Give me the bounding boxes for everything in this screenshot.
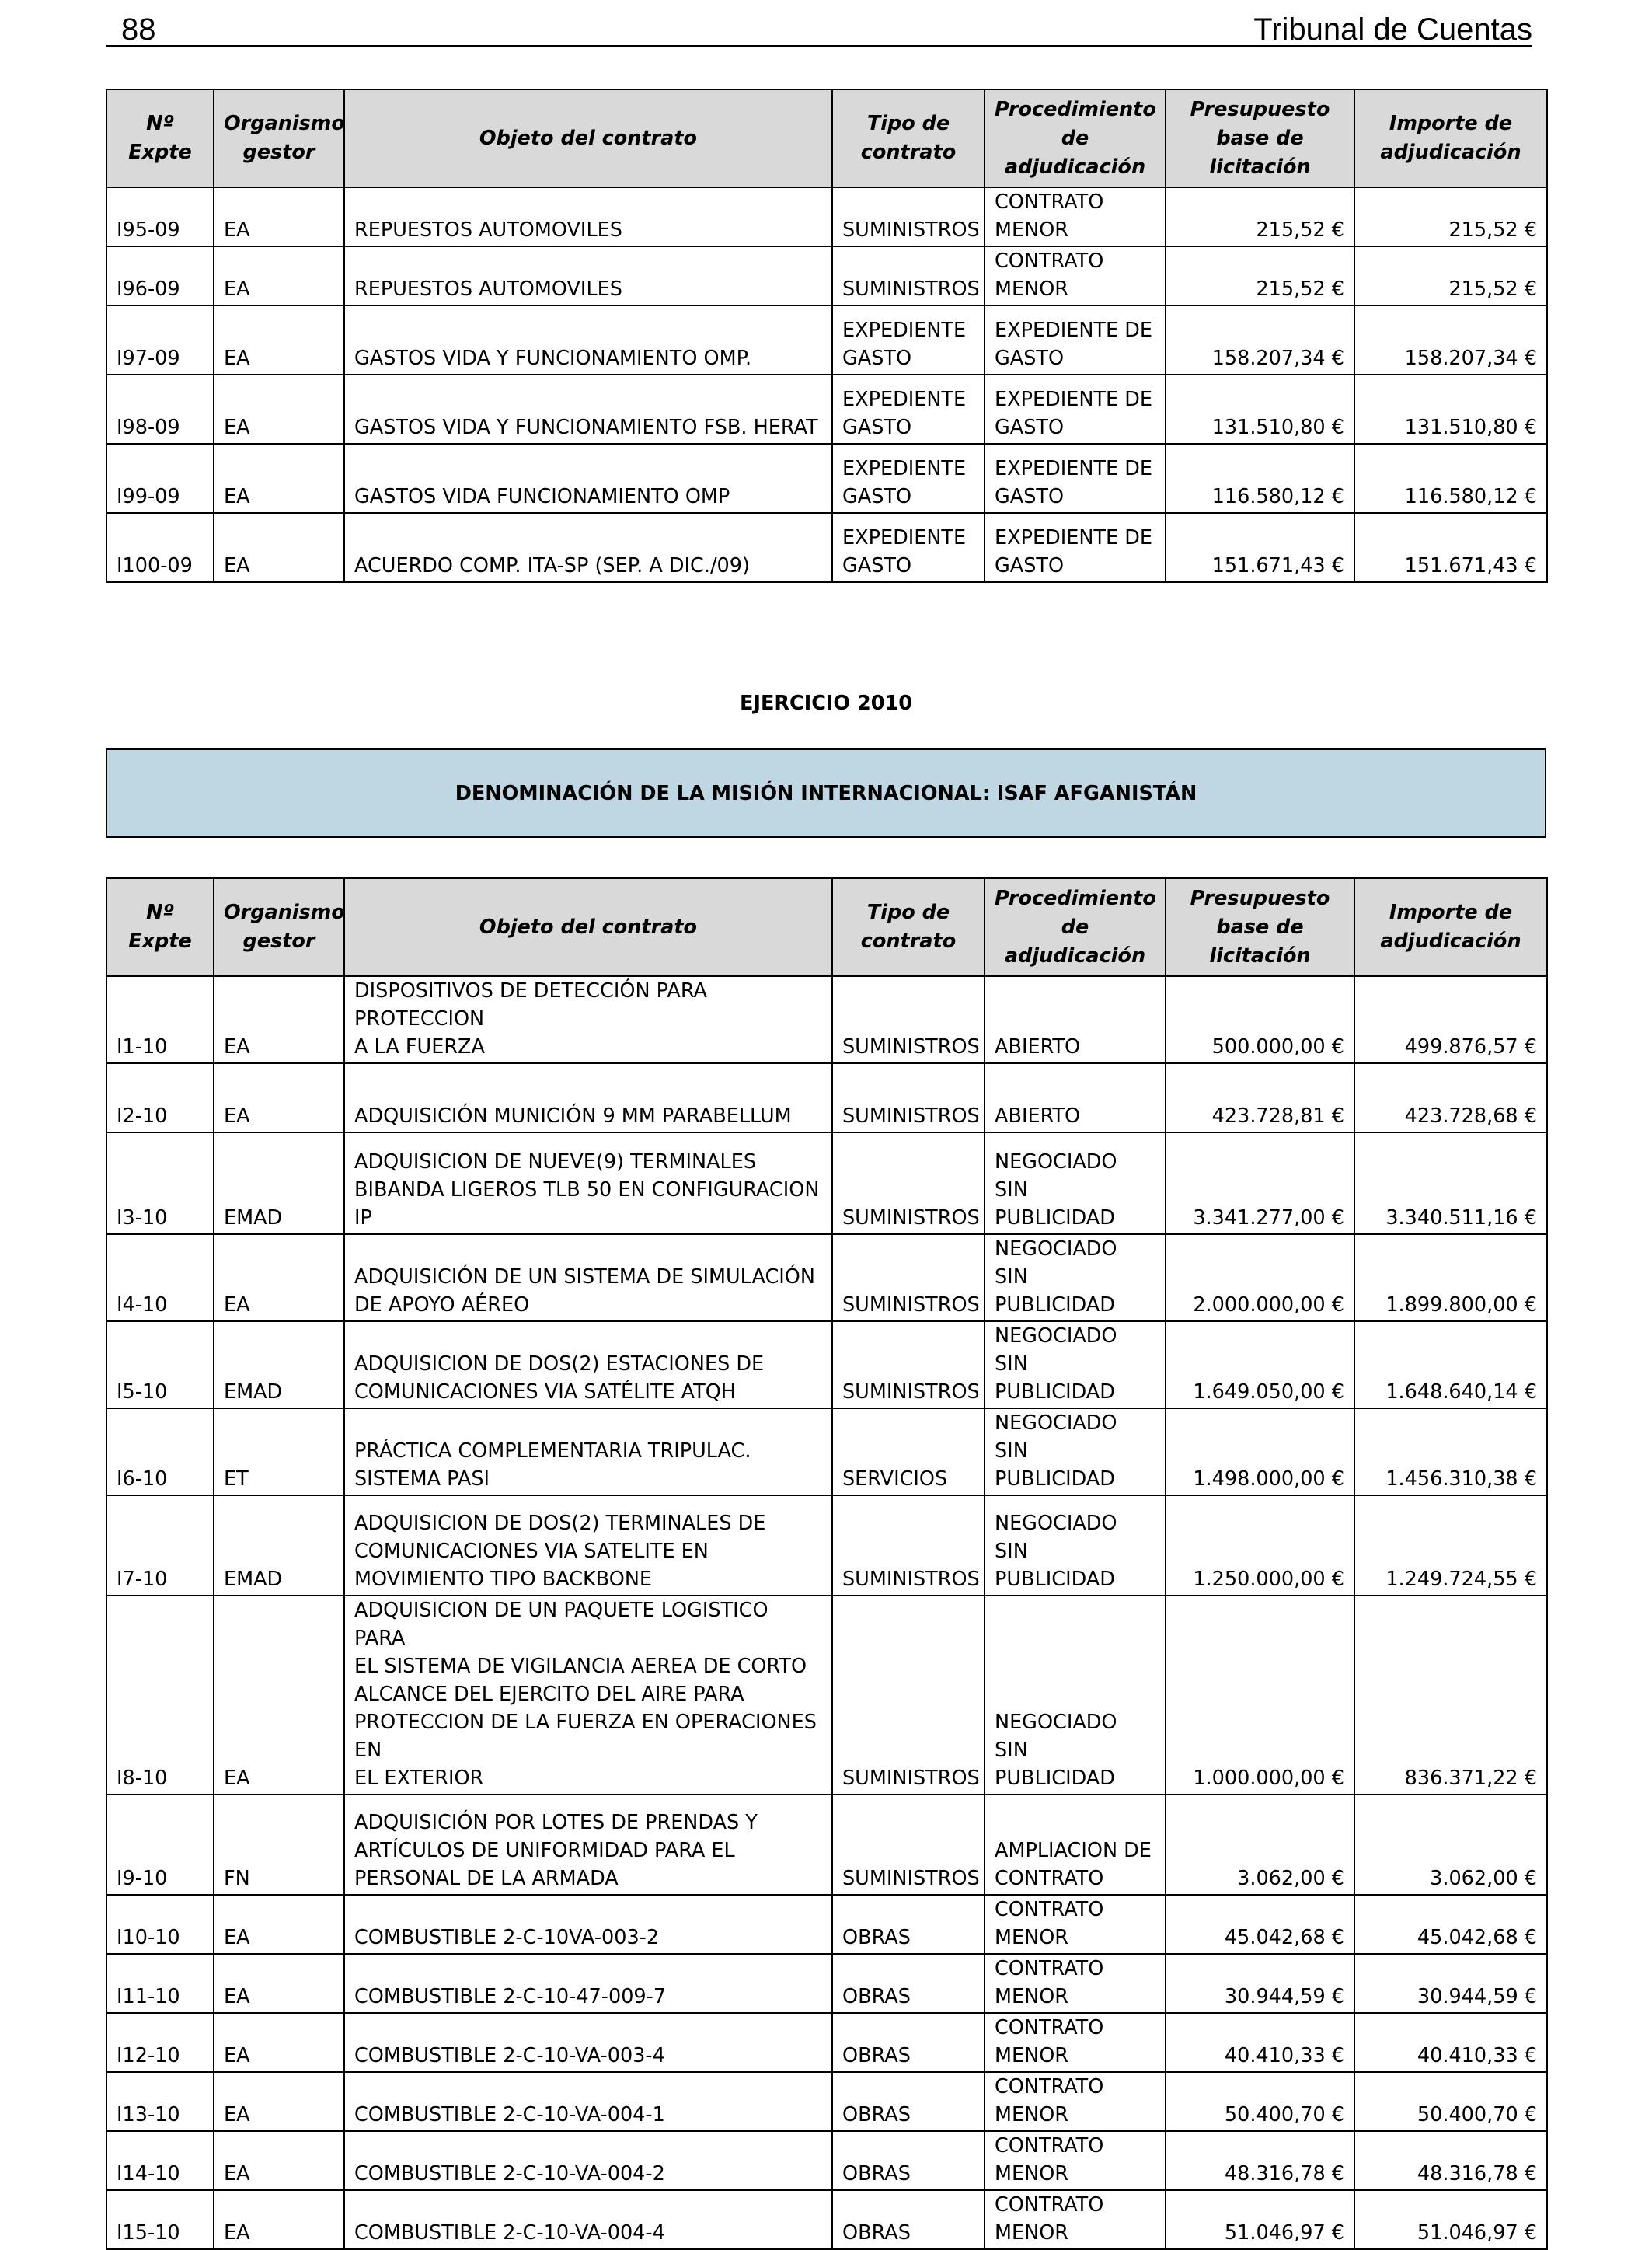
- tipo-cell: OBRAS: [832, 1954, 985, 2013]
- section-year-heading: EJERCICIO 2010: [740, 692, 912, 715]
- table-header-row: [106, 878, 1547, 976]
- procedimiento-cell: NEGOCIADO SIN PUBLICIDAD: [985, 1234, 1166, 1321]
- objeto-cell: ADQUISICION DE NUEVE(9) TERMINALES BIBANDA LIGEROS TLB 50 EN CONFIGURACION IP: [344, 1132, 832, 1234]
- objeto-cell: ADQUISICIÓN POR LOTES DE PRENDAS Y ARTÍCULOS DE UNIFORMIDAD PARA EL PERSONAL DE LA ARMADA: [344, 1795, 832, 1895]
- col-header-importe: Importe de adjudicación: [1354, 878, 1547, 976]
- importe-cell: 116.580,12 €: [1354, 444, 1547, 513]
- expte-cell: I5-10: [106, 1321, 214, 1408]
- col-header-tipo: Tipo de contrato: [832, 89, 985, 187]
- expte-cell: I99-09: [106, 444, 214, 513]
- col-header-presupuesto: Presupuesto base de licitación: [1166, 878, 1354, 976]
- tipo-cell: OBRAS: [832, 2013, 985, 2072]
- procedimiento-cell: CONTRATO MENOR: [985, 2190, 1166, 2249]
- importe-cell: 30.944,59 €: [1354, 1954, 1547, 2013]
- tipo-cell: SUMINISTROS: [832, 1321, 985, 1408]
- tipo-cell: EXPEDIENTE GASTO: [832, 513, 985, 582]
- presupuesto-cell: 30.944,59 €: [1166, 1954, 1354, 2013]
- organismo-cell: EA: [214, 1063, 344, 1132]
- importe-cell: 158.207,34 €: [1354, 305, 1547, 375]
- presupuesto-cell: 1.649.050,00 €: [1166, 1321, 1354, 1408]
- presupuesto-cell: 151.671,43 €: [1166, 513, 1354, 582]
- table-row: [106, 1495, 1547, 1596]
- procedimiento-cell: NEGOCIADO SIN PUBLICIDAD: [985, 1596, 1166, 1795]
- tipo-cell: SUMINISTROS: [832, 1495, 985, 1596]
- table-row: [106, 1321, 1547, 1408]
- presupuesto-cell: 215,52 €: [1166, 246, 1354, 305]
- tipo-cell: OBRAS: [832, 2131, 985, 2190]
- objeto-cell: GASTOS VIDA Y FUNCIONAMIENTO OMP.: [344, 305, 832, 375]
- objeto-cell: PRÁCTICA COMPLEMENTARIA TRIPULAC. SISTEMA PASI: [344, 1408, 832, 1495]
- presupuesto-cell: 40.410,33 €: [1166, 2013, 1354, 2072]
- objeto-cell: COMBUSTIBLE 2-C-10-VA-004-2: [344, 2131, 832, 2190]
- expte-cell: I13-10: [106, 2072, 214, 2131]
- col-header-procedimiento: Procedimiento de adjudicación: [985, 878, 1166, 976]
- organismo-cell: EA: [214, 513, 344, 582]
- organismo-cell: EA: [214, 1596, 344, 1795]
- table-row: [106, 1954, 1547, 2013]
- objeto-cell: COMBUSTIBLE 2-C-10-47-009-7: [344, 1954, 832, 2013]
- importe-cell: 51.046,97 €: [1354, 2190, 1547, 2249]
- importe-cell: 499.876,57 €: [1354, 976, 1547, 1063]
- procedimiento-cell: CONTRATO MENOR: [985, 2013, 1166, 2072]
- importe-cell: 1.249.724,55 €: [1354, 1495, 1547, 1596]
- objeto-cell: COMBUSTIBLE 2-C-10-VA-004-1: [344, 2072, 832, 2131]
- importe-cell: 215,52 €: [1354, 246, 1547, 305]
- organismo-cell: EA: [214, 305, 344, 375]
- objeto-cell: COMBUSTIBLE 2-C-10-VA-004-4: [344, 2190, 832, 2249]
- table-row: [106, 1895, 1547, 1954]
- expte-cell: I4-10: [106, 1234, 214, 1321]
- table-row: [106, 305, 1547, 375]
- objeto-cell: ADQUISICIÓN DE UN SISTEMA DE SIMULACIÓN DE APOYO AÉREO: [344, 1234, 832, 1321]
- organismo-cell: EA: [214, 2013, 344, 2072]
- importe-cell: 3.340.511,16 €: [1354, 1132, 1547, 1234]
- procedimiento-cell: NEGOCIADO SIN PUBLICIDAD: [985, 1321, 1166, 1408]
- procedimiento-cell: EXPEDIENTE DE GASTO: [985, 444, 1166, 513]
- objeto-cell: COMBUSTIBLE 2-C-10VA-003-2: [344, 1895, 832, 1954]
- organismo-cell: EA: [214, 1234, 344, 1321]
- expte-cell: I6-10: [106, 1408, 214, 1495]
- importe-cell: 1.456.310,38 €: [1354, 1408, 1547, 1495]
- presupuesto-cell: 3.062,00 €: [1166, 1795, 1354, 1895]
- organismo-cell: EA: [214, 187, 344, 246]
- expte-cell: I98-09: [106, 375, 214, 444]
- objeto-cell: COMBUSTIBLE 2-C-10-VA-003-4: [344, 2013, 832, 2072]
- organismo-cell: EMAD: [214, 1132, 344, 1234]
- contracts-table-2009: [106, 89, 1548, 583]
- col-header-organismo: Organismo gestor: [214, 89, 344, 187]
- importe-cell: 1.899.800,00 €: [1354, 1234, 1547, 1321]
- table-row: [106, 2072, 1547, 2131]
- table-row: [106, 1596, 1547, 1795]
- procedimiento-cell: CONTRATO MENOR: [985, 246, 1166, 305]
- tipo-cell: SUMINISTROS: [832, 1063, 985, 1132]
- expte-cell: I12-10: [106, 2013, 214, 2072]
- expte-cell: I96-09: [106, 246, 214, 305]
- tipo-cell: SUMINISTROS: [832, 1234, 985, 1321]
- organismo-cell: EA: [214, 976, 344, 1063]
- col-header-importe: Importe de adjudicación: [1354, 89, 1547, 187]
- col-header-presupuesto: Presupuesto base de licitación: [1166, 89, 1354, 187]
- table-row: [106, 2190, 1547, 2249]
- table-row: [106, 1132, 1547, 1234]
- tipo-cell: SUMINISTROS: [832, 1596, 985, 1795]
- tipo-cell: SUMINISTROS: [832, 1795, 985, 1895]
- procedimiento-cell: NEGOCIADO SIN PUBLICIDAD: [985, 1495, 1166, 1596]
- col-header-procedimiento: Procedimiento de adjudicación: [985, 89, 1166, 187]
- objeto-cell: ADQUISICION DE DOS(2) TERMINALES DE COMUNICACIONES VIA SATELITE EN MOVIMIENTO TIPO BACKBONE: [344, 1495, 832, 1596]
- organismo-cell: EA: [214, 1954, 344, 2013]
- expte-cell: I14-10: [106, 2131, 214, 2190]
- organismo-cell: EA: [214, 2190, 344, 2249]
- organismo-cell: EMAD: [214, 1495, 344, 1596]
- expte-cell: I8-10: [106, 1596, 214, 1795]
- presupuesto-cell: 215,52 €: [1166, 187, 1354, 246]
- tipo-cell: EXPEDIENTE GASTO: [832, 375, 985, 444]
- expte-cell: I3-10: [106, 1132, 214, 1234]
- tipo-cell: EXPEDIENTE GASTO: [832, 444, 985, 513]
- procedimiento-cell: EXPEDIENTE DE GASTO: [985, 513, 1166, 582]
- objeto-cell: ACUERDO COMP. ITA-SP (SEP. A DIC./09): [344, 513, 832, 582]
- tipo-cell: OBRAS: [832, 2190, 985, 2249]
- table-row: [106, 444, 1547, 513]
- page-number: 88: [121, 12, 156, 47]
- presupuesto-cell: 131.510,80 €: [1166, 375, 1354, 444]
- mission-banner: [106, 748, 1546, 838]
- col-header-objeto: Objeto del contrato: [344, 878, 832, 976]
- table-row: [106, 375, 1547, 444]
- organismo-cell: EA: [214, 375, 344, 444]
- procedimiento-cell: CONTRATO MENOR: [985, 1895, 1166, 1954]
- col-header-expte: Nº Expte: [106, 89, 214, 187]
- importe-cell: 40.410,33 €: [1354, 2013, 1547, 2072]
- col-header-expte: Nº Expte: [106, 878, 214, 976]
- objeto-cell: GASTOS VIDA Y FUNCIONAMIENTO FSB. HERAT: [344, 375, 832, 444]
- presupuesto-cell: 51.046,97 €: [1166, 2190, 1354, 2249]
- page-header: [106, 6, 1532, 47]
- organismo-cell: FN: [214, 1795, 344, 1895]
- table-row: [106, 976, 1547, 1063]
- expte-cell: I100-09: [106, 513, 214, 582]
- tipo-cell: SUMINISTROS: [832, 246, 985, 305]
- table-row: [106, 187, 1547, 246]
- objeto-cell: ADQUISICIÓN MUNICIÓN 9 MM PARABELLUM: [344, 1063, 832, 1132]
- importe-cell: 131.510,80 €: [1354, 375, 1547, 444]
- organismo-cell: EA: [214, 1895, 344, 1954]
- procedimiento-cell: CONTRATO MENOR: [985, 2072, 1166, 2131]
- expte-cell: I15-10: [106, 2190, 214, 2249]
- table-row: [106, 246, 1547, 305]
- expte-cell: I95-09: [106, 187, 214, 246]
- expte-cell: I10-10: [106, 1895, 214, 1954]
- col-header-organismo: Organismo gestor: [214, 878, 344, 976]
- procedimiento-cell: CONTRATO MENOR: [985, 2131, 1166, 2190]
- table-row: [106, 2131, 1547, 2190]
- importe-cell: 3.062,00 €: [1354, 1795, 1547, 1895]
- mission-title: DENOMINACIÓN DE LA MISIÓN INTERNACIONAL: ISAF AFGANISTÁN: [455, 781, 1197, 805]
- presupuesto-cell: 1.498.000,00 €: [1166, 1408, 1354, 1495]
- objeto-cell: ADQUISICION DE UN PAQUETE LOGISTICO PARA EL SISTEMA DE VIGILANCIA AEREA DE CORTO ALCANCE DEL EJERCITO DEL AIRE PARA PROTECCION DE LA FUERZA EN OPERACIONES EN EL EXTERIOR: [344, 1596, 832, 1795]
- objeto-cell: REPUESTOS AUTOMOVILES: [344, 187, 832, 246]
- tipo-cell: SUMINISTROS: [832, 187, 985, 246]
- objeto-cell: DISPOSITIVOS DE DETECCIÓN PARA PROTECCION A LA FUERZA: [344, 976, 832, 1063]
- tipo-cell: SUMINISTROS: [832, 976, 985, 1063]
- procedimiento-cell: NEGOCIADO SIN PUBLICIDAD: [985, 1408, 1166, 1495]
- importe-cell: 836.371,22 €: [1354, 1596, 1547, 1795]
- organismo-cell: EA: [214, 2131, 344, 2190]
- expte-cell: I2-10: [106, 1063, 214, 1132]
- importe-cell: 1.648.640,14 €: [1354, 1321, 1547, 1408]
- table-row: [106, 1063, 1547, 1132]
- presupuesto-cell: 158.207,34 €: [1166, 305, 1354, 375]
- col-header-tipo: Tipo de contrato: [832, 878, 985, 976]
- table-row: [106, 1795, 1547, 1895]
- importe-cell: 45.042,68 €: [1354, 1895, 1547, 1954]
- procedimiento-cell: CONTRATO MENOR: [985, 187, 1166, 246]
- expte-cell: I1-10: [106, 976, 214, 1063]
- procedimiento-cell: EXPEDIENTE DE GASTO: [985, 375, 1166, 444]
- presupuesto-cell: 116.580,12 €: [1166, 444, 1354, 513]
- presupuesto-cell: 50.400,70 €: [1166, 2072, 1354, 2131]
- presupuesto-cell: 45.042,68 €: [1166, 1895, 1354, 1954]
- col-header-objeto: Objeto del contrato: [344, 89, 832, 187]
- procedimiento-cell: NEGOCIADO SIN PUBLICIDAD: [985, 1132, 1166, 1234]
- presupuesto-cell: 500.000,00 €: [1166, 976, 1354, 1063]
- tipo-cell: SUMINISTROS: [832, 1132, 985, 1234]
- importe-cell: 423.728,68 €: [1354, 1063, 1547, 1132]
- table-row: [106, 1408, 1547, 1495]
- importe-cell: 50.400,70 €: [1354, 2072, 1547, 2131]
- importe-cell: 151.671,43 €: [1354, 513, 1547, 582]
- presupuesto-cell: 3.341.277,00 €: [1166, 1132, 1354, 1234]
- expte-cell: I11-10: [106, 1954, 214, 2013]
- table-row: [106, 513, 1547, 582]
- procedimiento-cell: AMPLIACION DE CONTRATO: [985, 1795, 1166, 1895]
- organismo-cell: EMAD: [214, 1321, 344, 1408]
- organismo-cell: EA: [214, 444, 344, 513]
- presupuesto-cell: 1.000.000,00 €: [1166, 1596, 1354, 1795]
- tipo-cell: OBRAS: [832, 1895, 985, 1954]
- tipo-cell: EXPEDIENTE GASTO: [832, 305, 985, 375]
- objeto-cell: REPUESTOS AUTOMOVILES: [344, 246, 832, 305]
- expte-cell: I9-10: [106, 1795, 214, 1895]
- objeto-cell: ADQUISICION DE DOS(2) ESTACIONES DE COMUNICACIONES VIA SATÉLITE ATQH: [344, 1321, 832, 1408]
- organismo-cell: EA: [214, 246, 344, 305]
- running-header-title: Tribunal de Cuentas: [1253, 12, 1532, 47]
- presupuesto-cell: 1.250.000,00 €: [1166, 1495, 1354, 1596]
- procedimiento-cell: ABIERTO: [985, 976, 1166, 1063]
- presupuesto-cell: 2.000.000,00 €: [1166, 1234, 1354, 1321]
- organismo-cell: EA: [214, 2072, 344, 2131]
- expte-cell: I7-10: [106, 1495, 214, 1596]
- presupuesto-cell: 423.728,81 €: [1166, 1063, 1354, 1132]
- importe-cell: 215,52 €: [1354, 187, 1547, 246]
- organismo-cell: ET: [214, 1408, 344, 1495]
- expte-cell: I97-09: [106, 305, 214, 375]
- importe-cell: 48.316,78 €: [1354, 2131, 1547, 2190]
- tipo-cell: OBRAS: [832, 2072, 985, 2131]
- table-row: [106, 2013, 1547, 2072]
- procedimiento-cell: CONTRATO MENOR: [985, 1954, 1166, 2013]
- table-header-row: [106, 89, 1547, 187]
- contracts-table-2010: [106, 877, 1548, 2250]
- tipo-cell: SERVICIOS: [832, 1408, 985, 1495]
- procedimiento-cell: EXPEDIENTE DE GASTO: [985, 305, 1166, 375]
- objeto-cell: GASTOS VIDA FUNCIONAMIENTO OMP: [344, 444, 832, 513]
- procedimiento-cell: ABIERTO: [985, 1063, 1166, 1132]
- presupuesto-cell: 48.316,78 €: [1166, 2131, 1354, 2190]
- table-row: [106, 1234, 1547, 1321]
